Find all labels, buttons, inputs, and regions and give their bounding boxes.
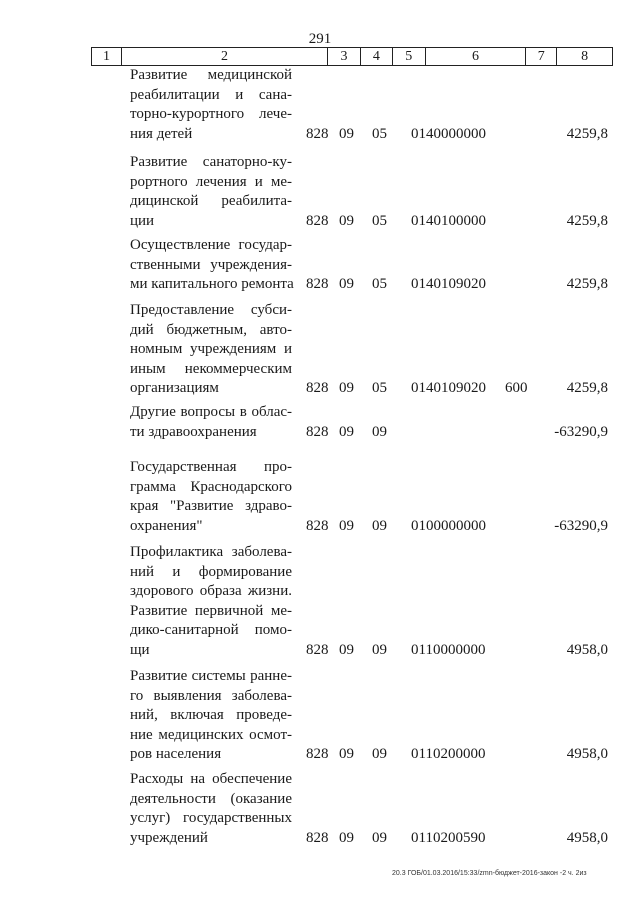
description-line: иным некоммерческим — [130, 360, 292, 377]
row-subsection: 05 — [372, 380, 387, 396]
row-description — [130, 153, 292, 231]
description-line: Профилактика заболева- — [130, 544, 292, 560]
header-cell-3: 3 — [328, 48, 361, 65]
row-code: 828 — [306, 746, 329, 762]
description-line: рортного лечения и ме- — [130, 173, 292, 190]
row-amount: 4958,0 — [566, 641, 608, 658]
row-section: 09 — [339, 829, 354, 846]
header-cell-2: 2 — [122, 48, 328, 65]
row-subsection: 09 — [372, 423, 387, 440]
description-line: края "Развитие здраво- — [130, 498, 292, 514]
description-line: дико-санитарной помо- — [130, 622, 292, 638]
row-target-article: 0140109020 — [411, 276, 486, 292]
description-line: дицинской реабилита- — [130, 193, 292, 209]
description-line: го выявления заболева- — [130, 687, 292, 704]
description-line: ми капитального ремонта — [130, 276, 294, 292]
description-line: Другие вопросы в облас- — [130, 404, 292, 420]
row-code: 828 — [306, 380, 329, 396]
description-line: охранения" — [130, 517, 203, 534]
row-target-article: 0140109020 — [411, 380, 486, 396]
table-row — [0, 770, 640, 848]
row-description — [130, 236, 292, 295]
header-cell-8: 8 — [581, 48, 589, 64]
table-row — [0, 543, 640, 660]
row-target-article: 0110200590 — [411, 829, 486, 846]
description-line: учреждений — [130, 829, 208, 846]
row-code: 828 — [306, 212, 329, 229]
table-row — [0, 301, 640, 399]
row-section: 09 — [339, 641, 354, 658]
row-amount: 4259,8 — [566, 125, 608, 142]
table-row — [0, 153, 640, 231]
description-line: ний и формирование — [130, 563, 292, 580]
row-amount: 4259,8 — [566, 276, 608, 292]
description-line: ственными учреждения- — [130, 256, 292, 273]
description-line: здорового образа жизни. — [130, 583, 292, 599]
row-amount: 4259,8 — [566, 380, 608, 396]
description-line: ние медицинских осмот- — [130, 726, 292, 743]
description-line: Осуществление государ- — [130, 237, 292, 253]
row-subsection: 09 — [372, 517, 387, 534]
row-subsection: 09 — [372, 829, 387, 846]
table-row — [0, 66, 640, 144]
row-code: 828 — [306, 423, 329, 440]
row-subsection: 05 — [372, 276, 387, 292]
header-cell-5: 5 — [393, 48, 426, 65]
row-code: 828 — [306, 517, 329, 534]
row-subsection: 09 — [372, 746, 387, 762]
row-subsection: 09 — [372, 641, 387, 658]
description-line: ний, включая проведе- — [130, 707, 292, 723]
description-line: Развитие санаторно-ку- — [130, 154, 292, 170]
row-code: 828 — [306, 641, 329, 658]
description-line: грамма Краснодарского — [130, 478, 292, 495]
row-amount: 4958,0 — [566, 829, 608, 846]
row-description — [130, 543, 292, 660]
description-line: ции — [130, 212, 155, 229]
row-section: 09 — [339, 746, 354, 762]
table-row — [0, 403, 640, 442]
description-line: Развитие медицинской — [130, 67, 292, 83]
description-line: ния детей — [130, 125, 193, 142]
description-line: Развитие системы ранне- — [130, 668, 292, 684]
row-target-article: 0140000000 — [411, 125, 486, 142]
row-code: 828 — [306, 276, 329, 292]
description-line: реабилитации и сана- — [130, 86, 292, 103]
row-code: 828 — [306, 125, 329, 142]
description-line: ти здравоохранения — [130, 423, 257, 440]
description-line: торно-курортного лече- — [130, 106, 292, 122]
row-subsection: 05 — [372, 125, 387, 142]
row-description — [130, 403, 292, 442]
table-row — [0, 458, 640, 536]
description-line: щи — [130, 641, 150, 658]
table-row — [0, 236, 640, 295]
row-section: 09 — [339, 517, 354, 534]
row-target-article: 0110200000 — [411, 746, 486, 762]
table-row — [0, 667, 640, 765]
row-code: 828 — [306, 829, 329, 846]
description-line: Расходы на обеспечение — [130, 771, 292, 787]
row-description — [130, 301, 292, 399]
row-target-article: 0110000000 — [411, 641, 486, 658]
row-amount: 4259,8 — [566, 212, 608, 229]
row-section: 09 — [339, 212, 354, 229]
description-line: номным учреждениям и — [130, 341, 292, 357]
description-line: деятельности (оказание — [130, 790, 292, 807]
row-description — [130, 770, 292, 848]
row-description — [130, 66, 292, 144]
row-amount: -63290,9 — [554, 517, 608, 534]
row-expense-type: 600 — [505, 380, 528, 396]
row-description — [130, 458, 292, 536]
description-line: Развитие первичной ме- — [130, 602, 292, 619]
footer-note: 20.3 ГОБ/01.03.2016/15:33/zmn-бюджет-2016-закон -2 ч. 2из — [392, 870, 587, 877]
page-number: 291 — [308, 31, 332, 47]
row-description — [130, 667, 292, 765]
description-line: Предоставление субси- — [130, 302, 292, 318]
row-amount: -63290,9 — [554, 423, 608, 440]
row-section: 09 — [339, 276, 354, 292]
description-line: организациям — [130, 380, 219, 396]
description-line: Государственная про- — [130, 459, 292, 475]
row-subsection: 05 — [372, 212, 387, 229]
row-section: 09 — [339, 380, 354, 396]
header-cell-7: 7 — [526, 48, 557, 65]
description-line: услуг) государственных — [130, 810, 292, 826]
header-cell-1: 1 — [92, 48, 122, 65]
description-line: ров населения — [130, 746, 222, 762]
row-amount: 4958,0 — [566, 746, 608, 762]
row-section: 09 — [339, 423, 354, 440]
row-target-article: 0140100000 — [411, 212, 486, 229]
header-cell-6: 6 — [426, 48, 527, 65]
row-target-article: 0100000000 — [411, 517, 486, 534]
description-line: дий бюджетным, авто- — [130, 321, 292, 338]
row-section: 09 — [339, 125, 354, 142]
table-header — [91, 47, 613, 66]
header-cell-4: 4 — [361, 48, 393, 65]
